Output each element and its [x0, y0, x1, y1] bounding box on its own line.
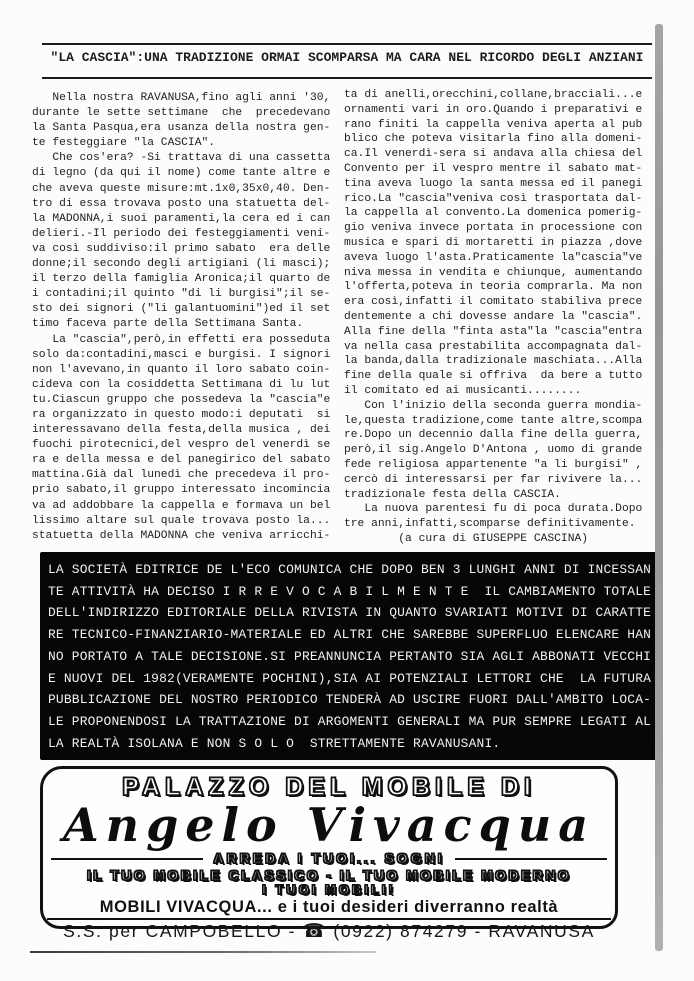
text-line: ra e della messa e del panegirico del sabato	[32, 454, 331, 467]
text-line: ca.Il venerdì-sera si andava alla chiesa del	[344, 148, 643, 161]
text-line: cercò di interessarsi per far rivivere la...	[344, 473, 643, 486]
text-line: aveva luogo l'asta.Praticamente la"cascia"ve	[344, 251, 643, 264]
text-line: donne;il secondo degli artigiani (li masci);	[32, 258, 331, 271]
text-line: Alla fine della "finta asta"la "cascia"entra	[344, 325, 643, 338]
ad-header: PALAZZO DEL MOBILE DI	[122, 773, 536, 801]
editorial-notice-box	[40, 552, 656, 760]
ad-line-classic-modern: IL TUO MOBILE CLASSICO - IL TUO MOBILE MODERNO	[87, 867, 571, 883]
text-line: te festeggiare "la CASCIA".	[32, 137, 216, 150]
text-line: la banda,dalla tradizionale maschiata...Alla	[344, 355, 643, 368]
text-line: LA SOCIETÀ EDITRICE DE L'ECO COMUNICA CHE DOPO BEN 3 LUNGHI ANNI DI INCESSAN	[48, 562, 652, 577]
text-line: Che cos'era? -Si trattava di una cassetta	[32, 152, 331, 165]
header-top-rule	[42, 43, 652, 45]
text-line: Convento per il vespro mentre il sabato mat-	[344, 162, 643, 175]
text-line: rico.La "cascia"veniva così trasportata dal-	[344, 192, 643, 205]
text-line: Con l'inizio della seconda guerra mondia-	[344, 399, 643, 412]
text-line: niva messa in vendita e chiunque, aumentando	[344, 266, 643, 279]
text-line: durante le sette settimane che precedevano	[32, 107, 331, 120]
text-line: La "cascia",però,in effetti era posseduta	[32, 333, 331, 346]
text-line: La nuova parentesi fu di poca durata.Dopo	[344, 503, 643, 516]
text-line: PUBBLICAZIONE DEL NOSTRO PERIODICO TENDERÀ AD USCIRE FUORI DALL'AMBITO LOCA-	[48, 692, 652, 708]
phone-icon: ☎	[302, 921, 328, 942]
article-left-column	[32, 88, 344, 547]
text-line: delieri.-Il periodo dei festeggiamenti veni-	[32, 227, 331, 240]
text-line: i contadini;il quinto "di li burgisi";il se-	[32, 288, 331, 301]
text-line: RE TECNICO-FINANZIARIO-MATERIALE ED ALTRI CHE SAREBBE SUPERFLUO ELENCARE HAN	[48, 627, 652, 643]
text-line: interessavano della festa,della musica , dei	[32, 424, 331, 437]
ad-contact-row	[43, 921, 615, 942]
text-line: solo da:contadini,masci e burgisi. I signori	[32, 348, 331, 361]
text-line: timo faceva parte della Settimana Santa.	[32, 318, 304, 331]
text-line: Nella nostra RAVANUSA,fino agli anni '30,	[32, 92, 331, 104]
text-line: LA REALTÀ ISOLANA E NON S O L O STRETTAMENTE RAVANUSANI.	[48, 735, 501, 751]
text-line: TE ATTIVITÀ HA DECISO I R R E V O C A B I L M E N T E IL CAMBIAMENTO TOTALE	[48, 583, 652, 599]
text-line: il comitato ed ai musicanti........	[344, 384, 582, 397]
text-line: lissimo altare sul quale trovava posto la...	[32, 514, 331, 527]
ad-slogan-row	[51, 851, 607, 866]
text-line: che aveva queste misure:mt.1x0,35x0,40. Den-	[32, 182, 331, 195]
text-line: blico che poteva visitarla fino alla domeni-	[344, 133, 643, 146]
ad-line-mobili: I TUOI MOBILI!	[262, 882, 396, 897]
page-title: "LA CASCIA":UNA TRADIZIONE ORMAI SCOMPARSA MA CARA NEL RICORDO DEGLI ANZIANI	[50, 50, 644, 65]
text-line: gio veniva invece portata in processione con	[344, 222, 643, 235]
ad-tagline: MOBILI VIVACQUA... e i tuoi desideri diverranno realtà	[99, 898, 559, 916]
text-line: dentemente a chi dovesse andare la "cascia".	[344, 310, 643, 323]
text-line: la Santa Pasqua,era usanza della nostra gen-	[32, 122, 331, 135]
text-line: però,il sig.Angelo D'Antona , uomo di grande	[344, 444, 643, 457]
scan-bottom-line-artifact	[30, 951, 376, 953]
text-line: mattina.Già dal lunedì che precedeva il pro-	[32, 469, 331, 482]
text-line: fine della quale si offriva da bere a tutto	[344, 370, 643, 383]
text-line: prio sabato,il gruppo interessato incomincia	[32, 484, 331, 497]
ad-contact-suffix: (0922) 874279 - RAVANUSA	[333, 921, 595, 941]
text-line: va così suddiviso:il primo sabato era delle	[32, 242, 331, 255]
slogan-left-rule	[51, 858, 203, 860]
text-line: LE PROPONENDOSI LA TRATTAZIONE DI ARGOMENTI GENERALI MA PUR SEMPRE LEGATI AL	[48, 713, 652, 729]
text-line: DELL'INDIRIZZO EDITORIALE DELLA RIVISTA IN QUANTO SVARIATI MOTIVI DI CARATTE	[48, 605, 652, 621]
text-line: statuetta della MADONNA che veniva arricchi-	[32, 529, 331, 542]
scan-binding-artifact	[655, 24, 663, 951]
text-line: di legno (da qui il nome) come tante altre e	[32, 167, 331, 180]
text-line: tre anni,infatti,scomparse definitivamente.	[344, 518, 636, 531]
text-line: sto dei signori ("li galantuomini")ed il set	[32, 303, 331, 316]
text-line: va ad addobbare la cappella e formava un bel	[32, 499, 331, 512]
text-line: rano finiti la cappella veniva aperta al pub	[344, 118, 643, 131]
text-line: fuochi pirotecnici,del vespro del venerdì se	[32, 439, 331, 452]
slogan-right-rule	[455, 858, 607, 860]
text-line: tu.Ciascun gruppo che possedeva la "cascia"e	[32, 393, 331, 406]
text-line: musica e spari di mortaretti in piazza ,dove	[344, 236, 643, 249]
text-line: E NUOVI DEL 1982(VERAMENTE POCHINI),SIA AI POTENZIALI LETTORI CHE LA FUTURA	[48, 670, 652, 686]
text-line: era così,infatti il comitato stabiliva prece	[344, 296, 643, 309]
ad-divider-rule	[47, 918, 611, 920]
text-line: le,questa tradizione,come tante altre,scompa	[344, 414, 643, 427]
text-line: la cappella al convento.La domenica pomerig-	[344, 207, 643, 220]
text-line: non l'avevano,in quanto il loro sabato coin-	[32, 363, 331, 376]
text-line: tro di essa trovava posto una statuetta del-	[32, 197, 331, 210]
ad-brand-name: Angelo Vivacqua	[62, 798, 596, 852]
text-line: la MADONNA,i suoi paramenti,la cera ed i can	[32, 212, 331, 225]
text-line: tina aveva luogo la santa messa ed il panegi	[344, 177, 643, 190]
text-line: ta di anelli,orecchini,collane,bracciali...e	[344, 89, 643, 101]
article-right-column	[344, 88, 656, 547]
text-line: re.Dopo un decennio dalla fine della guerra,	[344, 429, 643, 442]
text-line: (a cura di GIUSEPPE CASCINA)	[344, 532, 589, 545]
text-line: il terzo della famiglia Aronica;il quarto de	[32, 273, 331, 286]
text-line: cideva con la cosiddetta Settimana di lu lut	[32, 378, 331, 391]
article-body	[32, 88, 656, 547]
text-line: ra organizzato in questo modo:i deputati si	[32, 408, 331, 421]
ad-contact-prefix: S.S. per CAMPOBELLO -	[63, 921, 297, 941]
text-line: va nella casa prestabilita accompagnata dal-	[344, 340, 643, 353]
text-line: NO PORTATO A TALE DECISIONE.SI PREANNUNCIA PERTANTO SIA AGLI ABBONATI VECCHI	[48, 648, 652, 664]
header-bottom-rule	[42, 77, 652, 79]
advertisement-box	[40, 766, 618, 942]
text-line: l'offerta,poteva in teoria comprarla. Ma non	[344, 281, 643, 294]
text-line: ornamenti vari in oro.Quando i preparativi e	[344, 103, 643, 116]
ad-slogan: ARREDA I TUOI... SOGNI	[213, 850, 445, 866]
text-line: fede religiosa appartenente "a li burgisi" ,	[344, 458, 643, 471]
text-line: tradizionale festa della CASCIA.	[344, 488, 561, 501]
